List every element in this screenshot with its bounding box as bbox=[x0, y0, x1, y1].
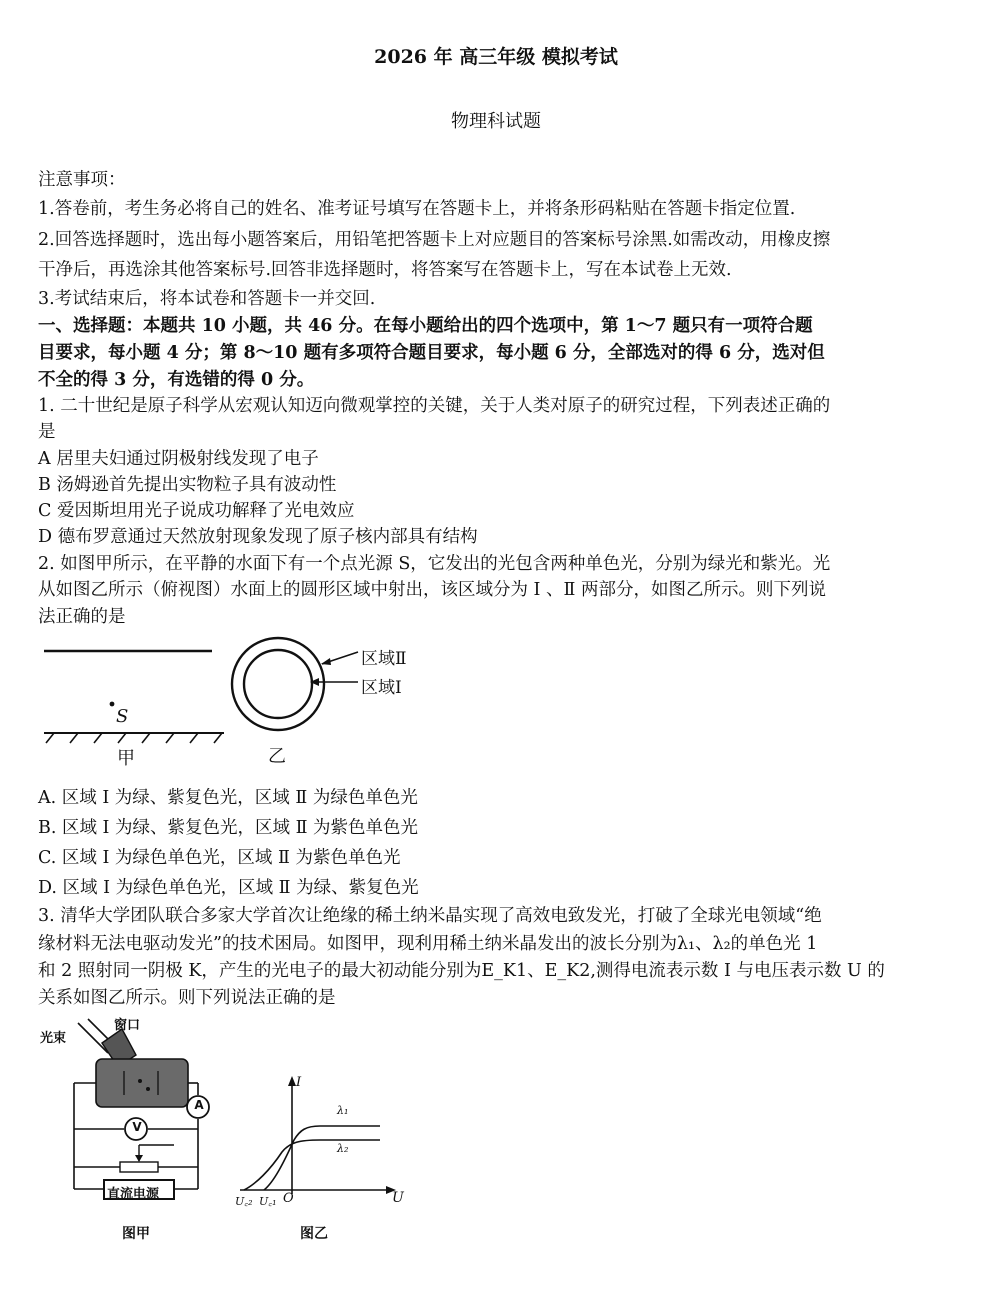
section1-line-2: 目要求，每小题 4 分；第 8～10 题有多项符合题目要求，每小题 6 分，全部选对的得 6 分，选对但 bbox=[38, 343, 825, 363]
q3-stem-2: 缘材料无法电驱动发光”的技术困局。如图甲，现利用稀土纳米晶发出的波长分别为λ₁、λ₂的单色光 1 bbox=[38, 934, 818, 954]
ammeter-label: A bbox=[194, 1098, 204, 1112]
curve-lambda-2 bbox=[244, 1140, 380, 1190]
q1-option-a: A 居里夫妇通过阴极射线发现了电子 bbox=[38, 449, 319, 469]
q3-figure-yi-graph bbox=[230, 1070, 410, 1200]
origin-label: O bbox=[283, 1191, 294, 1206]
q2-option-c: C. 区域 Ⅰ 为绿色单色光，区域 Ⅱ 为紫色单色光 bbox=[38, 848, 401, 868]
subject-title: 物理科试题 bbox=[451, 111, 541, 132]
notice-item-3: 3.考试结束后，将本试卷和答题卡一并交回. bbox=[38, 289, 376, 309]
power-supply-label: 直流电源 bbox=[107, 1187, 160, 1202]
curve-lambda-2-label: λ₂ bbox=[337, 1142, 349, 1155]
figure-yi-label: 乙 bbox=[268, 746, 286, 767]
uc1-label: U꜀₁ bbox=[259, 1195, 277, 1208]
q1-option-d: D 德布罗意通过天然放射现象发现了原子核内部具有结构 bbox=[38, 527, 478, 547]
q2-stem-3: 法正确的是 bbox=[38, 607, 126, 627]
q2-option-b: B. 区域 Ⅰ 为绿、紫复色光，区域 Ⅱ 为紫色单色光 bbox=[38, 818, 419, 838]
region-2-label: 区域Ⅱ bbox=[361, 649, 407, 669]
q2-option-a: A. 区域 Ⅰ 为绿、紫复色光，区域 Ⅱ 为绿色单色光 bbox=[38, 788, 418, 808]
notice-item-2-cont: 干净后，再选涂其他答案标号.回答非选择题时，将答案写在答题卡上，写在本试卷上无效. bbox=[38, 260, 732, 280]
q1-option-c: C 爱因斯坦用光子说成功解释了光电效应 bbox=[38, 501, 355, 521]
q2-figure-jia bbox=[40, 645, 230, 770]
uc2-label: U꜀₂ bbox=[235, 1195, 253, 1208]
axis-i-label: I bbox=[296, 1075, 302, 1090]
q2-stem-2: 从如图乙所示（俯视图）水面上的圆形区域中射出，该区域分为 Ⅰ 、Ⅱ 两部分，如图乙所示。则下列说 bbox=[38, 580, 826, 600]
notice-heading: 注意事项： bbox=[38, 170, 126, 190]
q1-option-b: B 汤姆逊首先提出实物粒子具有波动性 bbox=[38, 475, 337, 495]
region-1-label: 区域Ⅰ bbox=[361, 678, 402, 698]
q2-stem-1: 2. 如图甲所示，在平静的水面下有一个点光源 S，它发出的光包含两种单色光，分别为绿光和紫光。光 bbox=[38, 554, 831, 574]
q3-stem-4: 关系如图乙所示。则下列说法正确的是 bbox=[38, 988, 336, 1008]
light-source-label: S bbox=[116, 706, 129, 727]
voltmeter-label: V bbox=[132, 1120, 142, 1134]
section1-line-1: 一、选择题：本题共 10 小题，共 46 分。在每小题给出的四个选项中，第 1～7 题只有一项符合题 bbox=[38, 316, 813, 336]
axis-u-label: U bbox=[392, 1190, 404, 1206]
notice-item-2: 2.回答选择题时，选出每小题答案后，用铅笔把答题卡上对应题目的答案标号涂黑.如需改动，用橡皮擦 bbox=[38, 230, 831, 250]
q3-stem-3: 和 2 照射同一阴极 K，产生的光电子的最大初动能分别为E_K1、E_K2,测得电流表示数 I 与电压表示数 U 的 bbox=[38, 961, 885, 981]
q1-stem-2: 是 bbox=[38, 422, 56, 442]
q3-stem-1: 3. 清华大学团队联合多家大学首次让绝缘的稀土纳米晶实现了高效电致发光，打破了全球光电领域“绝 bbox=[38, 906, 822, 926]
beam-label: 光束 bbox=[40, 1031, 67, 1046]
section1-line-3: 不全的得 3 分，有选错的得 0 分。 bbox=[38, 370, 315, 390]
figure-jia-label: 甲 bbox=[117, 748, 135, 769]
q2-option-d: D. 区域 Ⅰ 为绿色单色光，区域 Ⅱ 为绿、紫复色光 bbox=[38, 878, 419, 898]
curve-lambda-1-label: λ₁ bbox=[337, 1104, 349, 1117]
q2-figure-yi bbox=[230, 634, 370, 744]
q1-stem-1: 1. 二十世纪是原子科学从宏观认知迈向微观掌控的关键，关于人类对原子的研究过程，下列表述正确的 bbox=[38, 396, 831, 416]
exam-title: 2026 年 高三年级 模拟考试 bbox=[374, 46, 618, 68]
curve-lambda-1 bbox=[264, 1126, 380, 1190]
figure-jia-caption: 图甲 bbox=[122, 1226, 150, 1242]
window-label: 窗口 bbox=[114, 1018, 141, 1033]
figure-yi-caption: 图乙 bbox=[300, 1226, 328, 1242]
notice-item-1: 1.答卷前，考生务必将自己的姓名、准考证号填写在答题卡上，并将条形码粘贴在答题卡指定位置. bbox=[38, 199, 796, 219]
